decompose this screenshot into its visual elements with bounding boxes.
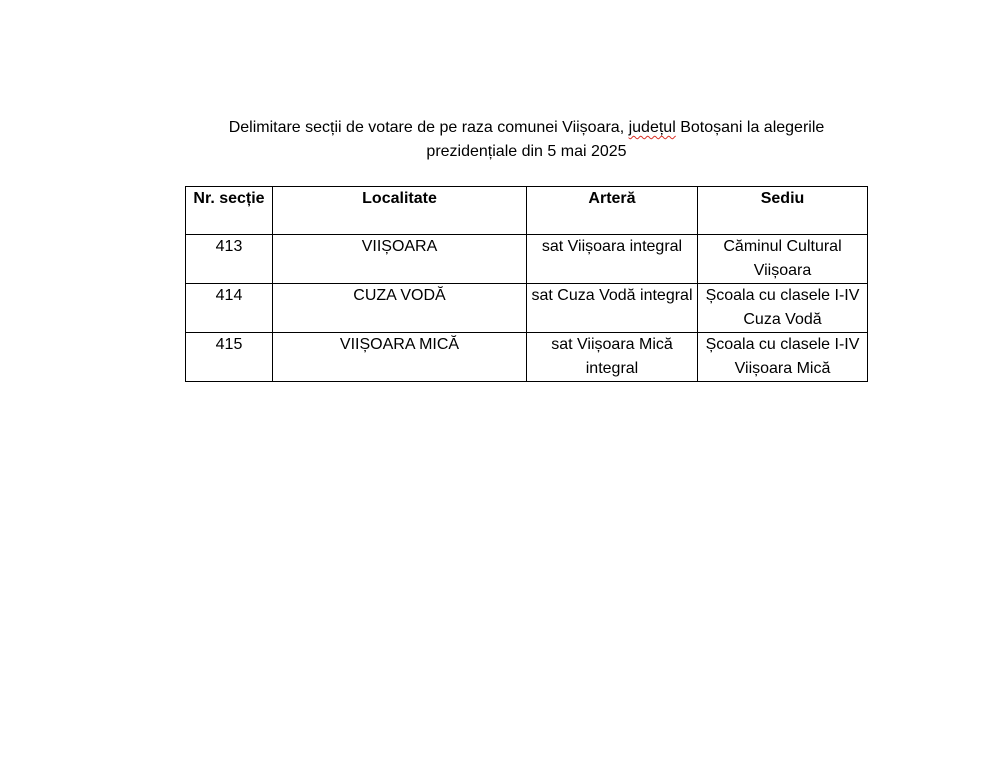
cell-artera: sat Viișoara integral bbox=[527, 235, 698, 284]
document-title bbox=[185, 116, 868, 164]
cell-sediu: Școala cu clasele I-IV Cuza Vodă bbox=[698, 284, 868, 333]
header-sediu: Sediu bbox=[698, 187, 868, 235]
cell-nr-sectie: 415 bbox=[186, 333, 273, 382]
header-localitate: Localitate bbox=[273, 187, 527, 235]
cell-localitate: CUZA VODĂ bbox=[273, 284, 527, 333]
header-nr-sectie: Nr. secție bbox=[186, 187, 273, 235]
title-line-2: prezidențiale din 5 mai 2025 bbox=[426, 143, 627, 160]
title-text-part2: Botoșani la alegerile bbox=[675, 119, 825, 136]
cell-nr-sectie: 413 bbox=[186, 235, 273, 284]
title-text-part1: Delimitare secții de votare de pe raza comunei Viișoara, bbox=[228, 119, 629, 136]
cell-localitate: VIIȘOARA MICĂ bbox=[273, 333, 527, 382]
cell-artera: sat Cuza Vodă integral bbox=[527, 284, 698, 333]
cell-artera: sat Viișoara Mică integral bbox=[527, 333, 698, 382]
spellcheck-flagged-word[interactable]: județul bbox=[628, 119, 676, 136]
cell-nr-sectie: 414 bbox=[186, 284, 273, 333]
cell-localitate: VIIȘOARA bbox=[273, 235, 527, 284]
table-row bbox=[186, 284, 868, 333]
table-header-row bbox=[186, 187, 868, 235]
title-line-1 bbox=[185, 116, 868, 140]
cell-sediu: Căminul Cultural Viișoara bbox=[698, 235, 868, 284]
header-artera: Arteră bbox=[527, 187, 698, 235]
table-row bbox=[186, 333, 868, 382]
table-row bbox=[186, 235, 868, 284]
cell-sediu: Școala cu clasele I-IV Viișoara Mică bbox=[698, 333, 868, 382]
polling-sections-table bbox=[185, 186, 868, 382]
